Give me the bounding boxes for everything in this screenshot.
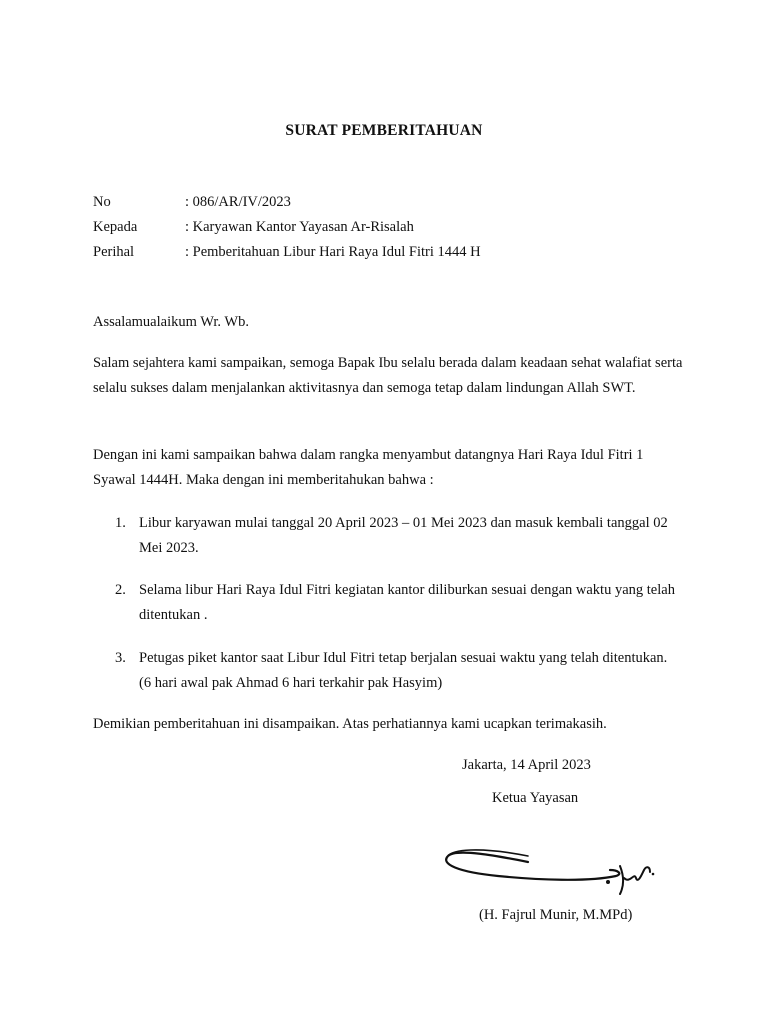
place-date: Jakarta, 14 April 2023: [462, 757, 591, 773]
meta-row-recipient: [93, 217, 481, 242]
list-item-number: 3.: [115, 650, 126, 666]
document-title: SURAT PEMBERITAHUAN: [285, 122, 483, 139]
list-item-text: Libur karyawan mulai tanggal 20 April 2023 – 01 Mei 2023 dan masuk kembali tanggal 02 Mei 2023.: [139, 515, 668, 556]
signer-position: Ketua Yayasan: [492, 790, 579, 806]
greeting: Assalamualaikum Wr. Wb.: [93, 314, 249, 330]
list-item-number: 2.: [115, 582, 126, 598]
list-item-text: Selama libur Hari Raya Idul Fitri kegiatan kantor diliburkan sesuai dengan waktu yang telah ditentukan .: [139, 582, 675, 623]
meta-value: : 086/AR/IV/2023: [185, 194, 291, 210]
paragraph-intro: Salam sejahtera kami sampaikan, semoga Bapak Ibu selalu berada dalam keadaan sehat walafiat serta selalu sukses dalam menjalankan aktivitasnya dan semoga tetap dalam lindungan Allah SWT.: [93, 355, 683, 396]
meta-label: Perihal: [93, 244, 135, 260]
signer-name: (H. Fajrul Munir, M.MPd): [479, 907, 633, 923]
meta-label: No: [93, 194, 111, 210]
list-item-text: Petugas piket kantor saat Libur Idul Fitri tetap berjalan sesuai waktu yang telah ditentukan. (6 hari awal pak Ahmad 6 hari terkahir pak Hasyim): [139, 650, 668, 691]
paragraph-announcement: Dengan ini kami sampaikan bahwa dalam rangka menyambut datangnya Hari Raya Idul Fitri 1 Syawal 1444H. Maka dengan ini memberitahukan bahwa :: [93, 447, 644, 488]
letter-meta: [93, 192, 481, 267]
meta-row-number: [93, 192, 481, 217]
list-item-number: 1.: [115, 515, 126, 531]
meta-value: : Pemberitahuan Libur Hari Raya Idul Fitri 1444 H: [185, 244, 481, 260]
closing-paragraph: Demikian pemberitahuan ini disampaikan. Atas perhatiannya kami ucapkan terimakasih.: [93, 716, 607, 732]
meta-label: Kepada: [93, 219, 138, 235]
meta-row-subject: [93, 242, 481, 267]
signature-image: [438, 816, 663, 901]
meta-value: : Karyawan Kantor Yayasan Ar-Risalah: [185, 219, 414, 235]
